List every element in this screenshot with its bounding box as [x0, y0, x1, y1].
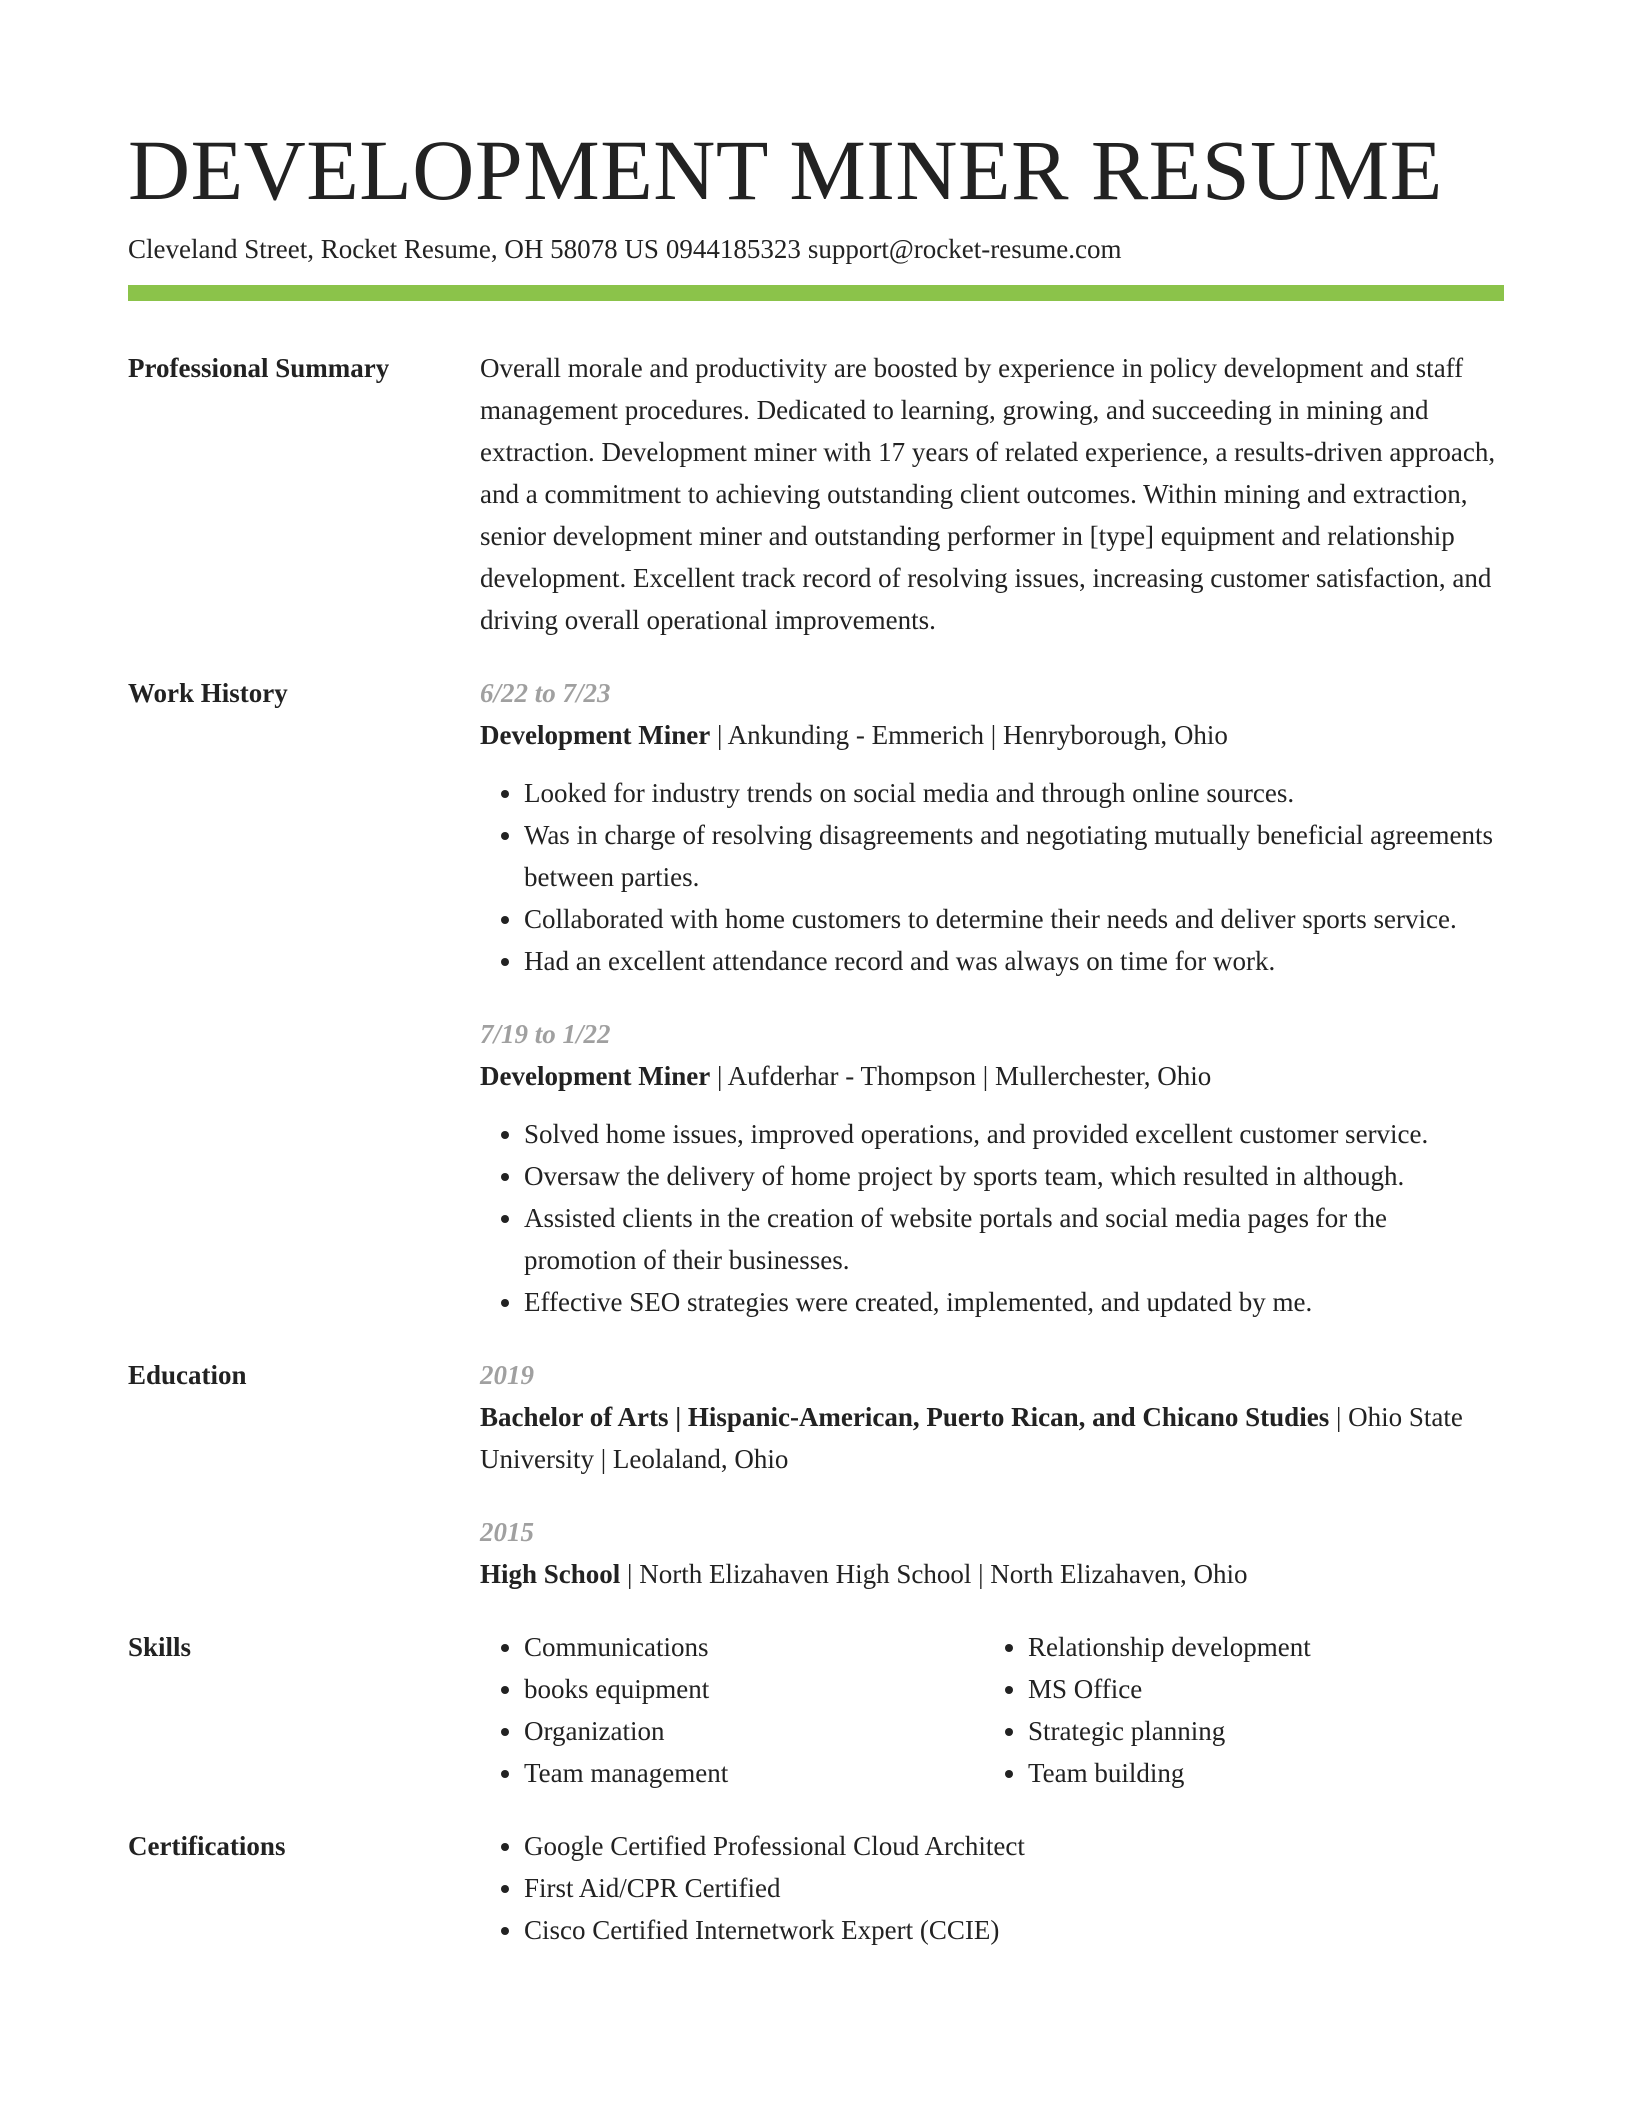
education-details: | Ohio State University | Leolaland, Ohio — [480, 1402, 1463, 1474]
contact-email: support@rocket-resume.com — [807, 234, 1122, 264]
list-item: • MS Office — [1028, 1668, 1488, 1710]
list-item: • Effective SEO strategies were created, implemented, and updated by me. — [524, 1281, 1504, 1323]
list-item: • Oversaw the delivery of home project by sports team, which resulted in although. — [524, 1155, 1504, 1197]
list-item: • books equipment — [524, 1668, 984, 1710]
summary-body — [480, 347, 1504, 641]
education-entry — [480, 1511, 1504, 1595]
summary-text: Overall morale and productivity are boosted by experience in policy development and staff management procedures. Dedicated to learning, growing, and succeeding in mining and extraction. Development miner with 17 years of related experience, a results-driven approach, and a commitment to achieving outstanding client outcomes. Within mining and extraction, senior development miner and outstanding performer in [type] equipment and relationship development. Excellent track record of resolving issues, increasing customer satisfaction, and driving overall operational improvements. — [480, 353, 1496, 635]
education-year: 2015 — [480, 1517, 534, 1547]
contact-phone: 0944185323 — [665, 234, 801, 264]
list-item: • First Aid/CPR Certified — [524, 1867, 1504, 1909]
job-details: | Ankunding - Emmerich | Henryborough, Ohio — [710, 720, 1228, 750]
list-item: • Strategic planning — [1028, 1710, 1488, 1752]
list-item: • Team building — [1028, 1752, 1488, 1794]
education-body — [480, 1354, 1504, 1595]
skills-section — [128, 1626, 1504, 1794]
list-item: • Solved home issues, improved operations, and provided excellent customer service. — [524, 1113, 1504, 1155]
certifications-list — [480, 1825, 1504, 1951]
job-bullets — [480, 1113, 1504, 1323]
job-title-line — [480, 714, 1504, 756]
list-item: • Relationship development — [1028, 1626, 1488, 1668]
education-line — [480, 1553, 1504, 1595]
list-item: • Cisco Certified Internetwork Expert (CCIE) — [524, 1909, 1504, 1951]
education-section — [128, 1354, 1504, 1595]
list-item: • Assisted clients in the creation of website portals and social media pages for the promotion of their businesses. — [524, 1197, 1504, 1281]
accent-divider — [128, 285, 1504, 301]
skills-list-right — [984, 1626, 1488, 1794]
education-entry — [480, 1354, 1504, 1480]
resume-content — [128, 347, 1504, 1951]
job-dates: 6/22 to 7/23 — [480, 678, 611, 708]
section-title-skills: Skills — [128, 1632, 192, 1662]
education-details: | North Elizahaven High School | North Elizahaven, Ohio — [620, 1559, 1248, 1589]
section-title-certifications: Certifications — [128, 1831, 286, 1861]
list-item: • Looked for industry trends on social media and through online sources. — [524, 772, 1504, 814]
education-degree: High School — [480, 1559, 621, 1589]
skills-list-left — [480, 1626, 984, 1794]
list-item: • Collaborated with home customers to determine their needs and deliver sports service. — [524, 898, 1504, 940]
education-year: 2019 — [480, 1360, 534, 1390]
work-history-section — [128, 672, 1504, 1323]
section-title-work-history: Work History — [128, 678, 288, 708]
resume-title: DEVELOPMENT MINER RESUME — [128, 122, 1443, 218]
education-degree: Bachelor of Arts | Hispanic-American, Puerto Rican, and Chicano Studies — [480, 1402, 1330, 1432]
certifications-body — [480, 1825, 1504, 1951]
list-item: • Google Certified Professional Cloud Architect — [524, 1825, 1504, 1867]
skills-body — [480, 1626, 1504, 1794]
section-title-summary: Professional Summary — [128, 353, 390, 383]
job-role: Development Miner — [480, 720, 711, 750]
list-item: • Organization — [524, 1710, 984, 1752]
contact-line — [128, 230, 1121, 268]
list-item: • Had an excellent attendance record and was always on time for work. — [524, 940, 1504, 982]
work-history-body — [480, 672, 1504, 1323]
job-entry — [480, 672, 1504, 982]
list-item: • Team management — [524, 1752, 984, 1794]
list-item: • Communications — [524, 1626, 984, 1668]
section-title-education: Education — [128, 1360, 247, 1390]
job-details: | Aufderhar - Thompson | Mullerchester, Ohio — [710, 1061, 1212, 1091]
job-entry — [480, 1013, 1504, 1323]
education-line — [480, 1396, 1504, 1480]
certifications-section — [128, 1825, 1504, 1951]
summary-section — [128, 347, 1504, 641]
job-bullets — [480, 772, 1504, 982]
job-title-line — [480, 1055, 1504, 1097]
list-item: • Was in charge of resolving disagreements and negotiating mutually beneficial agreements between parties. — [524, 814, 1504, 898]
job-role: Development Miner — [480, 1061, 711, 1091]
contact-address: Cleveland Street, Rocket Resume, OH 58078 US — [128, 234, 659, 264]
job-dates: 7/19 to 1/22 — [480, 1019, 611, 1049]
